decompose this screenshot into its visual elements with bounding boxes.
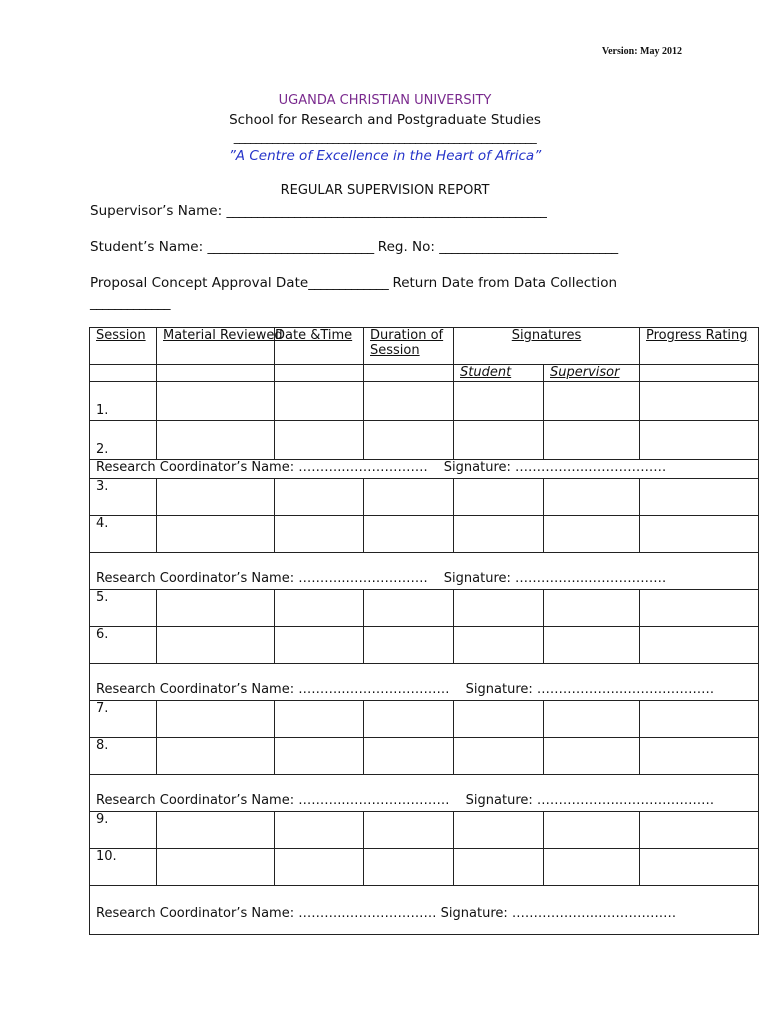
supervisor-signature-cell[interactable] [544,849,640,886]
coordinator-name-label: Research Coordinator’s Name: [96,793,295,808]
coordinator-row [90,775,759,812]
supervisor-name-field[interactable]: ____________________________________________________ [226,203,547,219]
duration-cell[interactable] [364,701,454,738]
date-time-header: Date &Time [275,328,364,365]
duration-cell[interactable] [364,382,454,421]
coordinator-name-label: Research Coordinator’s Name: [96,460,295,475]
proposal-approval-field[interactable]: _____________ [308,275,389,291]
proposal-line [90,275,617,291]
date-time-cell[interactable] [275,812,364,849]
progress-rating-cell[interactable] [640,701,759,738]
student-line [90,239,618,255]
report-title: REGULAR SUPERVISION REPORT [280,183,490,198]
coordinator-signature-field[interactable]: ………………..………………… [536,793,715,808]
material-cell[interactable] [157,382,275,421]
coordinator-signature-field[interactable]: ………………..……………… [511,906,677,921]
coordinator-row [90,553,759,590]
reg-no-field[interactable]: _____________________________ [439,239,618,255]
material-cell[interactable] [157,421,275,460]
table-row [90,479,759,516]
session-number: 2. [90,421,157,460]
motto: ”A Centre of Excellence in the Heart of Africa” [228,148,542,164]
material-cell[interactable] [157,590,275,627]
session-number: 1. [90,382,157,421]
coordinator-row [90,664,759,701]
return-date-field[interactable]: _____________ [90,295,170,311]
supervisor-signature-cell[interactable] [544,627,640,664]
date-time-cell[interactable] [275,590,364,627]
duration-cell[interactable] [364,479,454,516]
coordinator-signature-label: Signature: [443,571,511,586]
progress-rating-cell[interactable] [640,382,759,421]
signatures-header: Signatures [454,328,640,365]
duration-header-line2: Session [370,343,420,358]
duration-cell[interactable] [364,421,454,460]
duration-cell[interactable] [364,849,454,886]
date-time-cell[interactable] [275,479,364,516]
progress-rating-cell[interactable] [640,812,759,849]
reg-no-label: Reg. No: [377,239,435,255]
date-time-cell[interactable] [275,516,364,553]
student-signature-cell[interactable] [454,738,544,775]
material-cell[interactable] [157,479,275,516]
session-number: 8. [90,738,157,775]
duration-cell[interactable] [364,516,454,553]
table-subheader-row [90,365,759,382]
supervision-table [89,327,759,935]
coordinator-signature-label: Signature: [465,682,533,697]
coordinator-name-field[interactable]: ………..…………………… [298,793,450,808]
table-row [90,627,759,664]
supervisor-signature-header: Supervisor [544,365,640,382]
material-cell[interactable] [157,627,275,664]
student-signature-header: Student [454,365,544,382]
duration-cell[interactable] [364,812,454,849]
material-cell[interactable] [157,849,275,886]
return-date-line [90,295,170,311]
coordinator-row [90,886,759,935]
coordinator-name-label: Research Coordinator’s Name: [96,571,295,586]
coordinator-signature-label: Signature: [465,793,533,808]
session-number: 7. [90,701,157,738]
coordinator-signature-field[interactable]: ……………..……………… [515,571,667,586]
material-cell[interactable] [157,516,275,553]
coordinator-name-field[interactable]: ………..…………………… [298,682,450,697]
material-cell[interactable] [157,812,275,849]
student-signature-cell[interactable] [454,849,544,886]
progress-rating-cell[interactable] [640,738,759,775]
student-signature-cell[interactable] [454,479,544,516]
coordinator-signature-field[interactable]: ……………..……………… [515,460,667,475]
progress-rating-cell[interactable] [640,590,759,627]
coordinator-signature-label: Signature: [440,906,508,921]
student-name-label: Student’s Name: [90,239,204,255]
date-time-cell[interactable] [275,421,364,460]
student-signature-cell[interactable] [454,382,544,421]
session-number: 9. [90,812,157,849]
supervisor-name-line [90,203,546,219]
progress-rating-header: Progress Rating [640,328,759,365]
duration-cell[interactable] [364,738,454,775]
table-row [90,849,759,886]
table-row [90,382,759,421]
school-name: School for Research and Postgraduate Studies [229,112,541,128]
session-number: 10. [90,849,157,886]
coordinator-name-label: Research Coordinator’s Name: [96,682,295,697]
student-signature-cell[interactable] [454,516,544,553]
supervisor-signature-cell[interactable] [544,701,640,738]
duration-cell[interactable] [364,627,454,664]
table-row [90,590,759,627]
material-cell[interactable] [157,738,275,775]
supervisor-signature-cell[interactable] [544,812,640,849]
date-time-cell[interactable] [275,627,364,664]
table-row [90,701,759,738]
material-reviewed-header: Material Reviewed [157,328,275,365]
session-number: 4. [90,516,157,553]
table-row [90,516,759,553]
student-signature-cell[interactable] [454,590,544,627]
coordinator-signature-label: Signature: [443,460,511,475]
supervisor-signature-cell[interactable] [544,421,640,460]
date-time-cell[interactable] [275,849,364,886]
session-header: Session [90,328,157,365]
supervisor-signature-cell[interactable] [544,516,640,553]
progress-rating-cell[interactable] [640,479,759,516]
progress-rating-cell[interactable] [640,849,759,886]
supervisor-signature-cell[interactable] [544,738,640,775]
session-number: 5. [90,590,157,627]
table-row [90,812,759,849]
session-number: 3. [90,479,157,516]
coordinator-row [90,460,759,479]
student-signature-cell[interactable] [454,421,544,460]
header-rule: _______________________________________________________ [233,130,537,144]
student-signature-cell[interactable] [454,812,544,849]
table-row [90,738,759,775]
date-time-cell[interactable] [275,738,364,775]
progress-rating-cell[interactable] [640,627,759,664]
table-row [90,421,759,460]
supervisor-signature-cell[interactable] [544,590,640,627]
return-date-label: Return Date from Data Collection [392,275,618,291]
progress-rating-cell[interactable] [640,516,759,553]
material-cell[interactable] [157,701,275,738]
duration-header [364,328,454,365]
student-signature-cell[interactable] [454,627,544,664]
duration-cell[interactable] [364,590,454,627]
table-header-row [90,328,759,365]
version-label: Version: May 2012 [601,46,682,57]
coordinator-name-field[interactable]: ………..………………. [298,571,428,586]
coordinator-name-label: Research Coordinator’s Name: [96,906,295,921]
student-signature-cell[interactable] [454,701,544,738]
date-time-cell[interactable] [275,382,364,421]
coordinator-name-field[interactable]: ………..………………… [298,906,437,921]
progress-rating-cell[interactable] [640,421,759,460]
coordinator-name-field[interactable]: ………..………………. [298,460,428,475]
session-number: 6. [90,627,157,664]
student-name-field[interactable]: ___________________________ [207,239,374,255]
duration-header-line1: Duration of [370,328,444,343]
supervisor-signature-cell[interactable] [544,382,640,421]
university-name: UGANDA CHRISTIAN UNIVERSITY [278,93,492,108]
date-time-cell[interactable] [275,701,364,738]
coordinator-signature-field[interactable]: ………………..………………… [536,682,715,697]
proposal-approval-label: Proposal Concept Approval Date [90,275,309,291]
supervisor-signature-cell[interactable] [544,479,640,516]
supervisor-name-label: Supervisor’s Name: [90,203,223,219]
